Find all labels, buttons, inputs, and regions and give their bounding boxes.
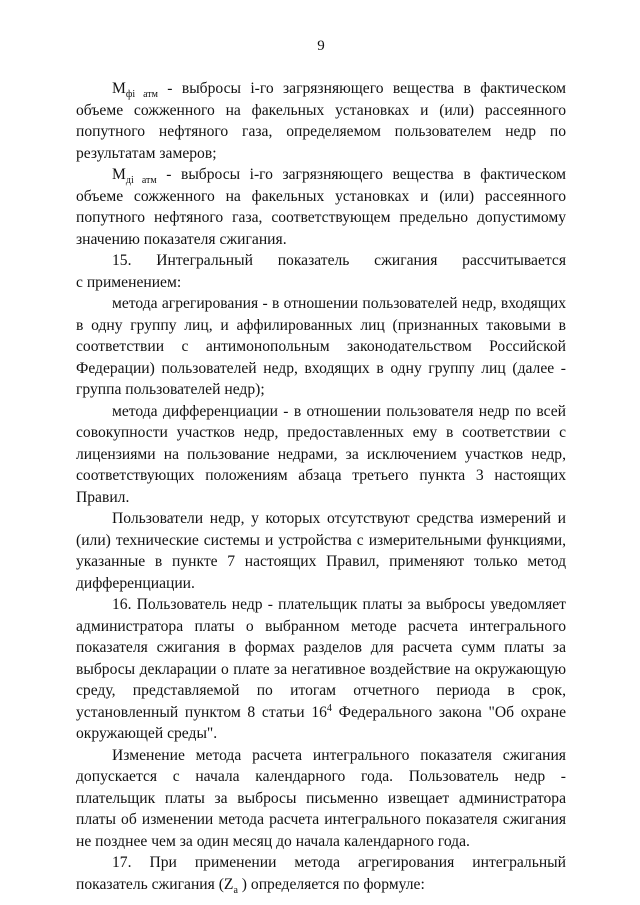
paragraph-users-without-measurement: Пользователи недр, у которых отсутствуют средства измерений и (или) технические системы и устройства с измерительными функциями, указанные в пункте 7 настоящих Правил, применяют только метод дифференциации.	[76, 510, 566, 592]
paragraph-aggregation-method: метода агрегирования - в отношении пользователей недр, входящих в одну группу лиц, и аффилированных лиц (признанных таковыми в соответствии с антимонопольным законодательством Российской Федерации) пользователей недр, входящих в одну группу лиц (далее - группа пользователей недр);	[76, 295, 566, 398]
symbol-subscript: а	[233, 884, 238, 896]
paragraph-m-fact	[76, 78, 566, 164]
paragraph-text: 16. Пользователь недр - плательщик платы за выбросы уведомляет администратора платы о выбранном методе расчета интегрального показателя сжигания в формах разделов для расчета сумм платы за выбросы декларации о плате за негативное воздействие на окружающую среду, представляемой по итогам отчетного периода в срок, установленный пунктом 8 статьи 16	[76, 596, 566, 721]
symbol-m: M	[112, 166, 126, 183]
paragraph-17	[76, 852, 566, 895]
paragraph-m-limit	[76, 164, 566, 250]
paragraph-15-continuation: с применением:	[76, 273, 182, 291]
paragraph-text-tail: ) определяется по формуле:	[237, 875, 425, 893]
superscript: 4	[326, 702, 332, 714]
paragraph-text-tail: Федерального закона "Об охране окружающей среды".	[76, 703, 566, 742]
paragraph-method-change: Изменение метода расчета интегрального показателя сжигания допускается с начала календарного года. Пользователь недр - плательщик платы за выбросы письменно извещает администратора платы об изменении метода расчета интегрального показателя сжигания не позднее чем за один месяц до начала календарного года.	[76, 746, 566, 850]
document-page	[76, 36, 566, 895]
paragraph-text: - выбросы i-го загрязняющего вещества в фактическом объеме сожженного на факельных установках и (или) рассеянного попутного нефтяного газа, соответствующем предельно допустимому значению показателя сжигания.	[76, 166, 566, 248]
symbol-subscript: дi атм	[125, 175, 157, 187]
page-number: 9	[317, 38, 325, 54]
paragraph-text: - выбросы i-го загрязняющего вещества в фактическом объеме сожженного на факельных установках и (или) рассеянного попутного нефтяного газа, определяемом пользователем недр по результатам замеров;	[76, 80, 566, 162]
paragraph-15-heading: 15. Интегральный показатель сжигания рассчитывается	[112, 252, 566, 269]
paragraph-16	[76, 594, 566, 745]
symbol-subscript: фi атм	[125, 89, 158, 101]
paragraph-differentiation-method: метода дифференциации - в отношении пользователя недр по всей совокупности участков недр, предоставленных ему в соответствии с лицензиями на пользование недрами, за исключением участков недр, соответствующих положениям абзаца третьего пункта 3 настоящих Правил.	[76, 402, 566, 506]
symbol-m: M	[112, 80, 126, 97]
paragraph-text: 17. При применении метода агрегирования интегральный показатель сжигания (	[76, 854, 566, 893]
symbol-z: Z	[223, 875, 234, 893]
